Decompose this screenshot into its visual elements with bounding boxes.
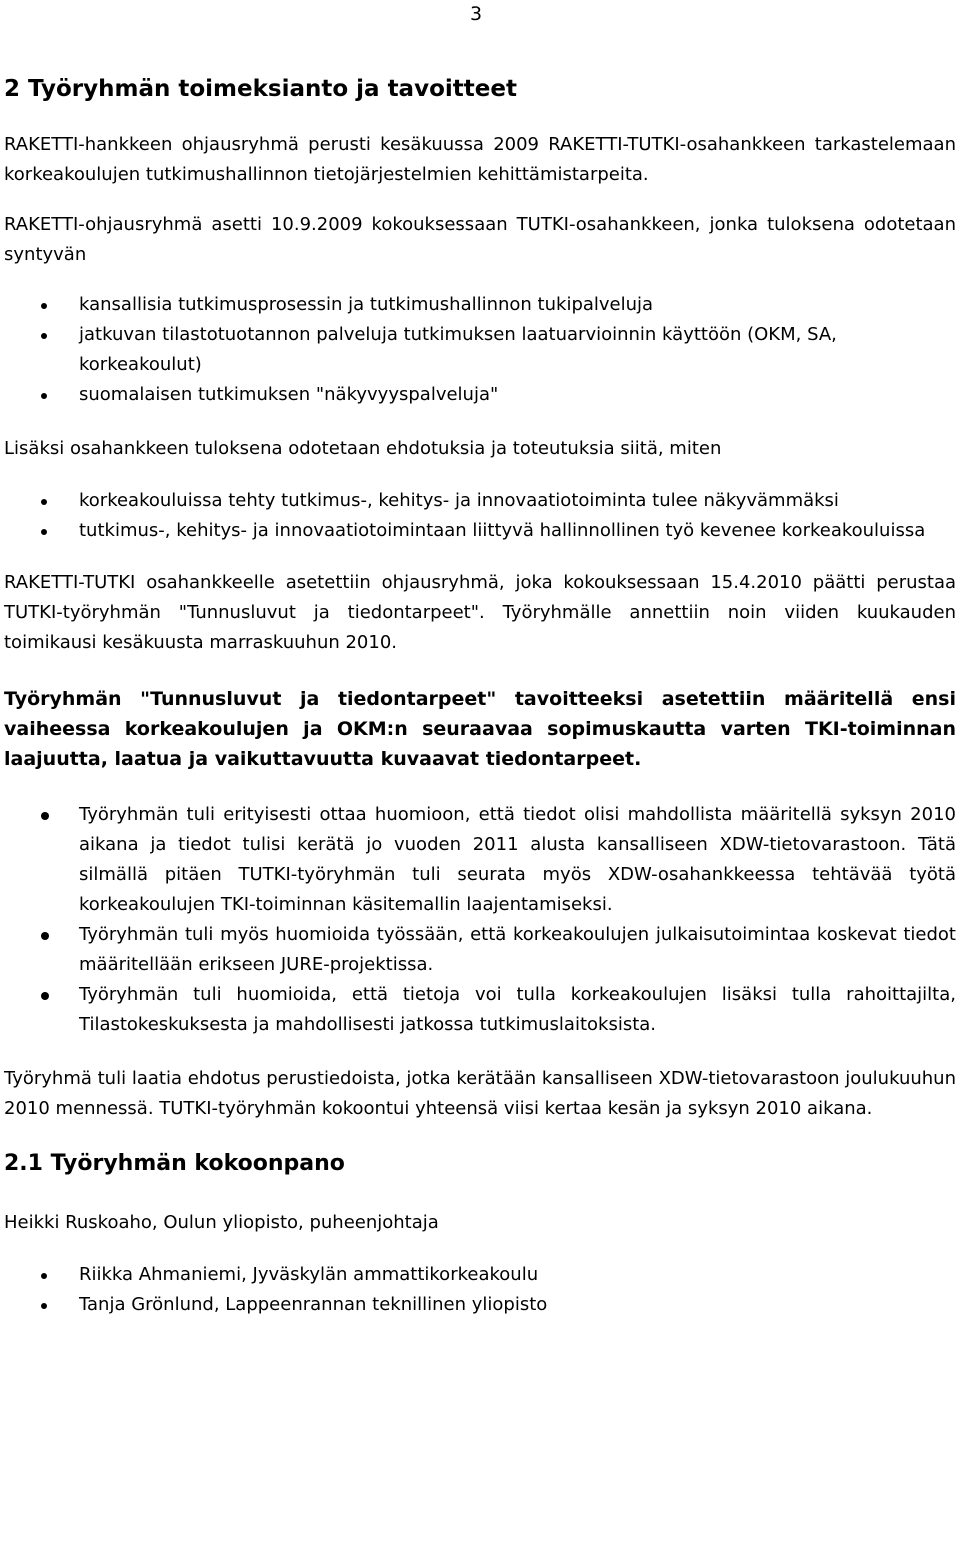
list-item: tutkimus-, kehitys- ja innovaatiotoimintaan liittyvä hallinnollinen työ kevenee korkeakouluissa [4, 516, 956, 546]
bullet-icon [41, 1273, 47, 1279]
list-item: Työryhmän tuli erityisesti ottaa huomioon, että tiedot olisi mahdollista määritellä syksyn 2010 aikana ja tiedot tulisi kerätä jo vuoden 2011 alusta kansalliseen XDW-tietovarastoon. Tätä silmällä pitäen TUTKI-työryhmän tuli seurata myös XDW-osahankkeessa tehtävää työtä korkeakoulujen TKI-toiminnan käsitemallin laajentamiseksi. [4, 800, 956, 920]
list-item: suomalaisen tutkimuksen "näkyvyyspalveluja" [4, 380, 956, 410]
paragraph-steering-group: RAKETTI-ohjausryhmä asetti 10.9.2009 kokouksessaan TUTKI-osahankkeen, jonka tuloksena odotetaan syntyvän [4, 214, 956, 265]
list-item: korkeakouluissa tehty tutkimus-, kehitys- ja innovaatiotoiminta tulee näkyvämmäksi [4, 486, 956, 516]
members-list [4, 1260, 956, 1320]
bullet-icon [41, 303, 47, 309]
section-heading: 2 Työryhmän toimeksianto ja tavoitteet [4, 76, 517, 102]
bullet-icon [41, 1303, 47, 1309]
bullet-icon [41, 992, 49, 1000]
paragraph-additionally: Lisäksi osahankkeen tuloksena odotetaan ehdotuksia ja toteutuksia siitä, miten [4, 438, 722, 459]
bullet-icon [41, 333, 47, 339]
member-item: Riikka Ahmaniemi, Jyväskylän ammattikorkeakoulu [4, 1260, 956, 1290]
paragraph-proposal-task: Työryhmä tuli laatia ehdotus perustiedoista, jotka kerätään kansalliseen XDW-tietovarastoon joulukuuhun 2010 mennessä. TUTKI-työryhmän kokoontui yhteensä viisi kertaa kesän ja syksyn 2010 aikana. [4, 1068, 956, 1119]
list-item: jatkuvan tilastotuotannon palveluja tutkimuksen laatuarvioinnin käyttöön (OKM, SA, korkeakoulut) [4, 320, 956, 380]
bullet-icon [41, 932, 49, 940]
bullet-icon [41, 393, 47, 399]
list-item: Työryhmän tuli myös huomioida työssään, että korkeakoulujen julkaisutoimintaa koskevat tiedot määritellään erikseen JURE-projektissa. [4, 920, 956, 980]
member-item: Tanja Grönlund, Lappeenrannan teknillinen yliopisto [4, 1290, 956, 1320]
page-content [4, 72, 956, 1320]
paragraph-objective: Työryhmän "Tunnusluvut ja tiedontarpeet" tavoitteeksi asetettiin määritellä ensi vaiheessa korkeakoulujen ja OKM:n seuraavaa sopimuskautta varten TKI-toiminnan laajuutta, laatua ja vaikuttavuutta kuvaavat tiedontarpeet. [4, 688, 956, 770]
bullet-icon [41, 529, 47, 535]
list-item: kansallisia tutkimusprosessin ja tutkimushallinnon tukipalveluja [4, 290, 956, 320]
considerations-list [4, 800, 956, 1040]
chair-line: Heikki Ruskoaho, Oulun yliopisto, puheenjohtaja [4, 1212, 439, 1233]
list-item: Työryhmän tuli huomioida, että tietoja voi tulla korkeakoulujen lisäksi tulla rahoittajilta, Tilastokeskuksesta ja mahdollisesti jatkossa tutkimuslaitoksista. [4, 980, 956, 1040]
paragraph-intro: RAKETTI-hankkeen ohjausryhmä perusti kesäkuussa 2009 RAKETTI-TUTKI-osahankkeen tarkastelemaan korkeakoulujen tutkimushallinnon tietojärjestelmien kehittämistarpeita. [4, 134, 956, 185]
proposals-list [4, 486, 956, 546]
expected-results-list [4, 290, 956, 410]
bullet-icon [41, 499, 47, 505]
page-number: 3 [470, 3, 483, 25]
subsection-heading: 2.1 Työryhmän kokoonpano [4, 1151, 345, 1176]
bullet-icon [41, 812, 49, 820]
paragraph-workgroup-founded: RAKETTI-TUTKI osahankkeelle asetettiin ohjausryhmä, joka kokouksessaan 15.4.2010 päätti perustaa TUTKI-työryhmän "Tunnusluvut ja tiedontarpeet". Työryhmälle annettiin noin viiden kuukauden toimikausi kesäkuusta marraskuuhun 2010. [4, 572, 956, 653]
